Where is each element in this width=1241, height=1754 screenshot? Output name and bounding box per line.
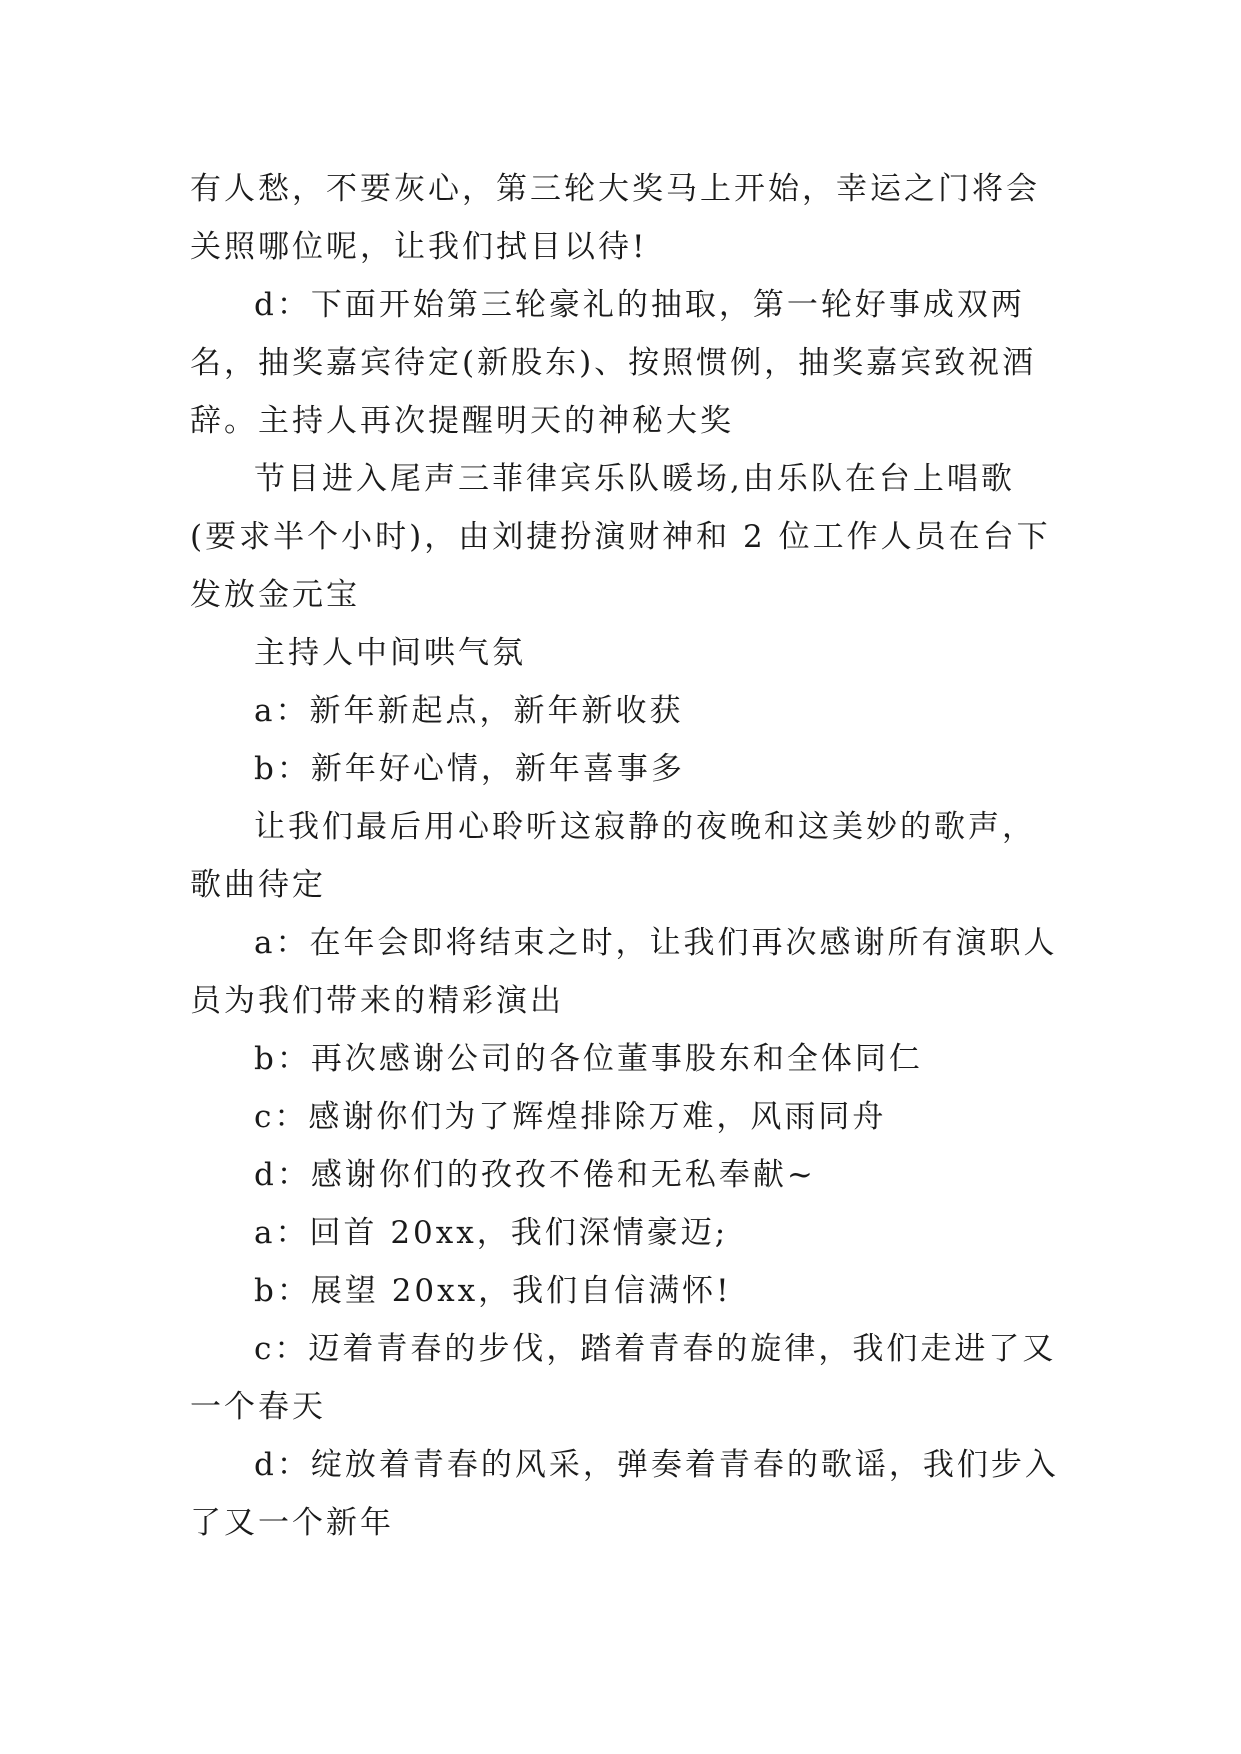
paragraph: c：迈着青春的步伐，踏着青春的旋律，我们走进了又一个春天 <box>190 1331 1057 1425</box>
paragraph: 有人愁，不要灰心，第三轮大奖马上开始，幸运之门将会关照哪位呢，让我们拭目以待! <box>190 171 1040 265</box>
paragraph: b：展望 20xx，我们自信满怀! <box>254 1273 732 1309</box>
paragraph: 让我们最后用心聆听这寂静的夜晚和这美妙的歌声，歌曲待定 <box>190 809 1036 903</box>
paragraph: a：新年新起点，新年新收获 <box>254 693 684 729</box>
paragraph: d：感谢你们的孜孜不倦和无私奉献~ <box>254 1157 816 1193</box>
paragraph: d：绽放着青春的风采，弹奏着青春的歌谣，我们步入了又一个新年 <box>190 1447 1059 1541</box>
paragraph: c：感谢你们为了辉煌排除万难，风雨同舟 <box>254 1099 887 1135</box>
document-body <box>190 160 1060 1552</box>
paragraph: b：再次感谢公司的各位董事股东和全体同仁 <box>254 1041 923 1077</box>
paragraph: a：在年会即将结束之时，让我们再次感谢所有演职人员为我们带来的精彩演出 <box>190 925 1058 1019</box>
paragraph: d：下面开始第三轮豪礼的抽取，第一轮好事成双两名，抽奖嘉宾待定(新股东)、按照惯例，抽奖嘉宾致祝酒辞。主持人再次提醒明天的神秘大奖 <box>190 287 1037 439</box>
paragraph: 节目进入尾声三菲律宾乐队暖场,由乐队在台上唱歌(要求半个小时)，由刘捷扮演财神和 2 位工作人员在台下发放金元宝 <box>190 461 1051 613</box>
paragraph: 主持人中间哄气氛 <box>254 635 526 671</box>
paragraph: a：回首 20xx，我们深情豪迈; <box>254 1215 729 1251</box>
paragraph: b：新年好心情，新年喜事多 <box>254 751 685 787</box>
